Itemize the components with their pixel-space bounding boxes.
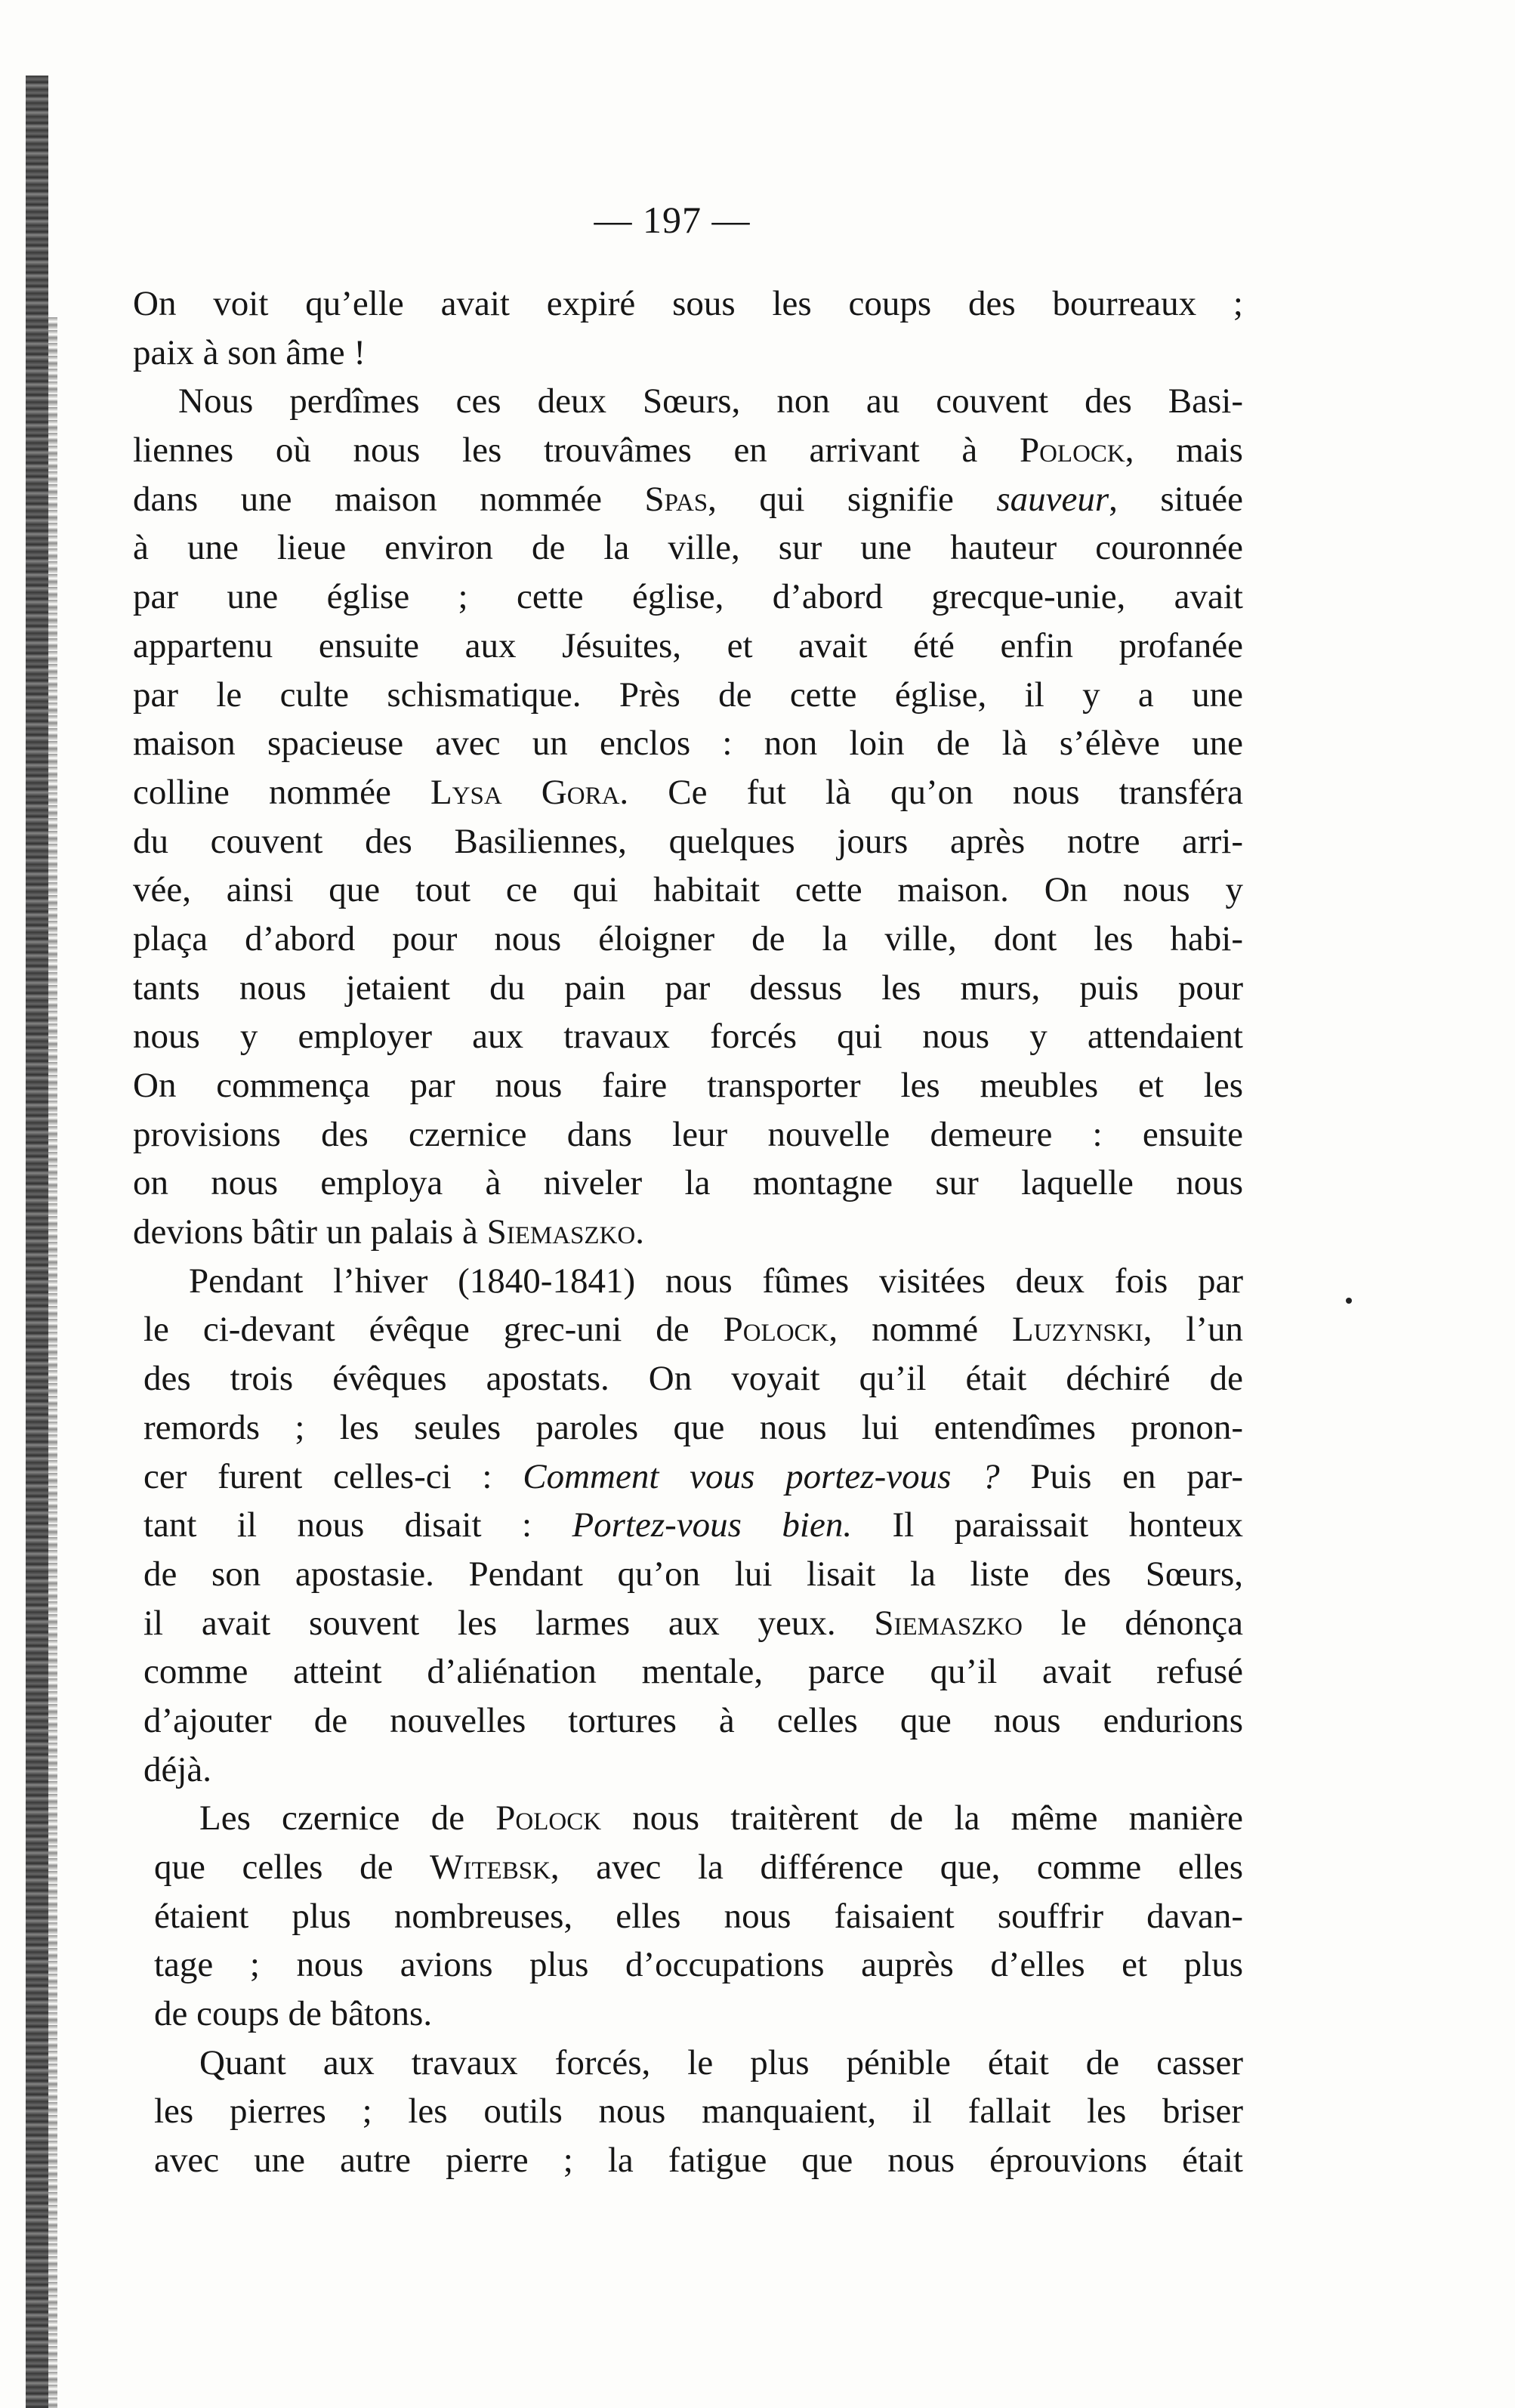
text-line: nous y employer aux travaux forcés qui nous y attendaient [133,1017,1243,1057]
text-line: comme atteint d’aliénation mentale, parce qu’il avait refusé [143,1652,1243,1692]
text-line: que celles de Witebsk, avec la différence que, comme elles [154,1848,1244,1887]
text-line: le ci-devant évêque grec-uni de Polock, nommé Luzynski, l’un [143,1310,1243,1350]
text-line: par une église ; cette église, d’abord grecque-unie, avait [133,577,1243,617]
text-line: tage ; nous avions plus d’occupations auprès d’elles et plus [154,1945,1243,1985]
text-line: colline nommée Lysa Gora. Ce fut là qu’on nous transféra [133,772,1244,812]
text-line: tants nous jetaient du pain par dessus les murs, puis pour [133,968,1243,1008]
text-line: cer furent celles-ci : Comment vous portez-vous ? Puis en par- [143,1456,1243,1496]
text-line: dans une maison nommée Spas, qui signifie sauveur, située [133,479,1243,519]
person-name: Siemaszko [486,1212,636,1252]
text-line: tant il nous disait : Portez-vous bien. Il paraissait honteux [143,1505,1243,1545]
text-line: devions bâtir un palais à Siemaszko. [133,1212,644,1252]
text-line: liennes où nous les trouvâmes en arrivant à Polock, mais [133,431,1243,471]
text-line: provisions des czernice dans leur nouvelle demeure : ensuite [133,1114,1243,1154]
text-line: avec une autre pierre ; la fatigue que nous éprouvions était [154,2141,1243,2181]
page-number: — 197 — [594,199,751,241]
text-line: les pierres ; les outils nous manquaient, il fallait les briser [154,2092,1243,2132]
text-line: à une lieue environ de la ville, sur une hauteur couronnée [133,528,1243,568]
paragraph-start-line: Quant aux travaux forcés, le plus pénible était de casser [199,2042,1243,2082]
text-line: vée, ainsi que tout ce qui habitait cette maison. On nous y [133,870,1243,910]
text-line: on nous employa à niveler la montagne sur laquelle nous [133,1163,1243,1203]
text-line: des trois évêques apostats. On voyait qu’il était déchiré de [143,1359,1243,1399]
text-line: maison spacieuse avec un enclos : non loin de là s’élève une [133,724,1243,764]
paragraph-start-line: Les czernice de Polock nous traitèrent de la même manière [199,1798,1243,1838]
text-line: remords ; les seules paroles que nous lui entendîmes pronon- [143,1407,1243,1447]
italic-quote: Portez-vous bien. [572,1505,853,1545]
text-line: de coups de bâtons. [154,1994,433,2034]
text-line: appartenu ensuite aux Jésuites, et avait été enfin profanée [133,625,1243,665]
place-name: Polock [1019,431,1125,471]
text-line: On commença par nous faire transporter les meubles et les [133,1066,1243,1105]
paragraph-start-line: Pendant l’hiver (1840-1841) nous fûmes visitées deux fois par [189,1261,1243,1301]
page-binding-edge [26,76,48,2408]
person-name: Siemaszko [874,1603,1023,1643]
paragraph-start-line: Nous perdîmes ces deux Sœurs, non au couvent des Basi- [178,381,1243,421]
text-line: du couvent des Basiliennes, quelques jours après notre arri- [133,821,1243,861]
italic-term: sauveur [996,479,1109,519]
text-line: étaient plus nombreuses, elles nous faisaient souffrir davan- [154,1896,1243,1936]
person-name: Luzynski [1012,1310,1143,1350]
body-text [133,279,1243,2185]
text-line: de son apostasie. Pendant qu’on lui lisait la liste des Sœurs, [143,1554,1243,1594]
text-line: déjà. [143,1749,212,1789]
place-name: Polock [723,1310,829,1350]
place-name: Spas [644,479,708,519]
text-line: il avait souvent les larmes aux yeux. Siemaszko le dénonça [143,1603,1243,1643]
text-line: par le culte schismatique. Près de cette église, il y a une [133,675,1243,715]
text-line: On voit qu’elle avait expiré sous les coups des bourreaux ; [133,284,1243,323]
page-binding-shadow [48,317,57,2408]
text-line: d’ajouter de nouvelles tortures à celles que nous endurions [143,1700,1243,1740]
place-name: Lysa Gora [430,772,620,812]
text-line: paix à son âme ! [133,332,366,372]
italic-quote: Comment vous portez-vous ? [523,1456,1000,1496]
place-name: Witebsk [430,1848,551,1887]
ink-speck [1346,1298,1352,1304]
text-line: plaça d’abord pour nous éloigner de la ville, dont les habi- [133,918,1243,959]
place-name: Polock [495,1798,602,1838]
